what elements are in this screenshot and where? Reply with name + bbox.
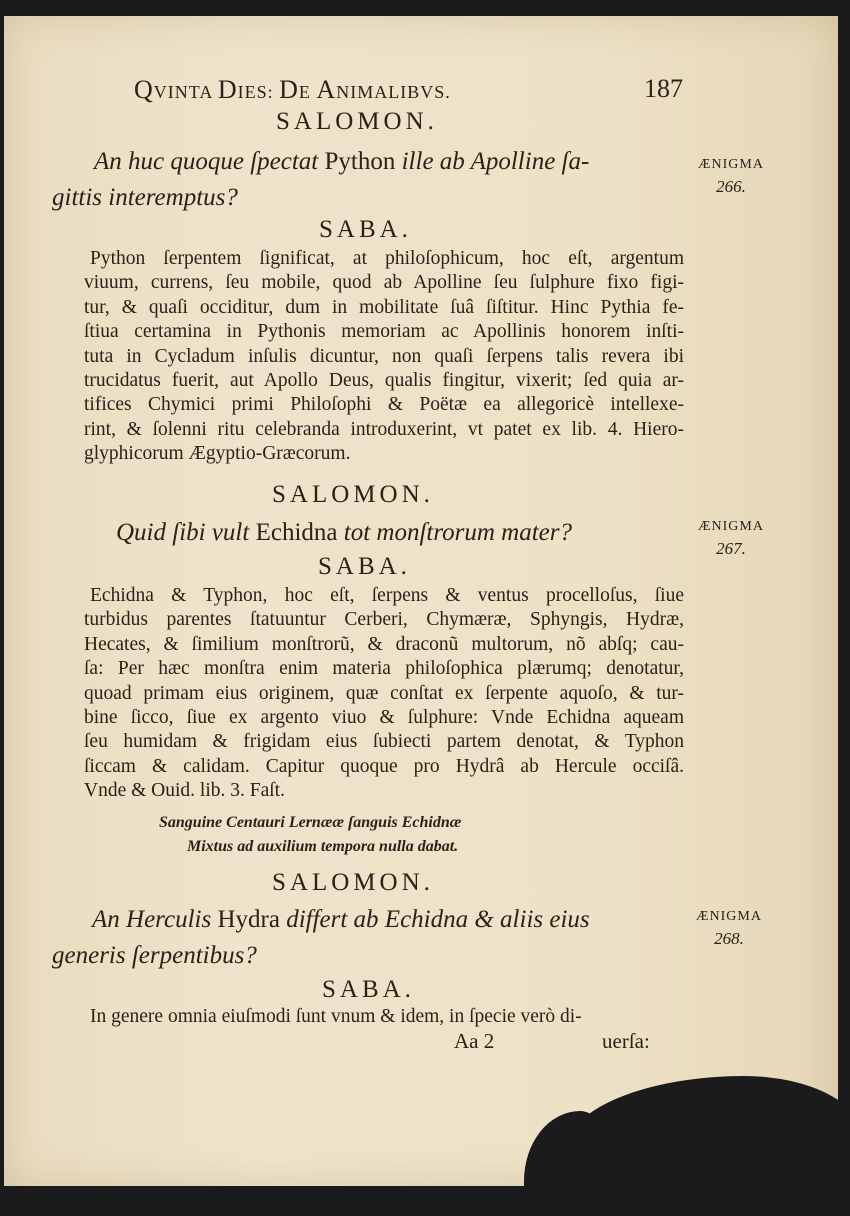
answer-line: ſiccam & calidam. Capitur quoque pro Hydrâ ab Hercule occiſâ. [84,755,684,777]
answer-line: tuta in Cycladum inſulis dicuntur, non quaſi ſerpens talis revera ibi [84,345,684,367]
signature-mark: Aa 2 [454,1029,495,1053]
speaker-saba: SABA. [318,553,411,580]
answer-line: turbidus parentes ſtatuuntur Cerberi, Chymæræ, Sphyngis, Hydræ, [84,609,684,631]
answer-line: ſtiua certamina in Pythonis memoriam ac Apollinis honorem inſti- [84,321,684,343]
verse-line: Mixtus ad auxilium tempora nulla dabat. [187,838,459,855]
question-line: An Herculis Hydra differt ab Echidna & aliis eius [92,906,590,933]
question-line: gittis interemptus? [52,184,238,211]
running-header: QVINTA DIES: DE ANIMALIBVS. [134,75,451,104]
page-damage [524,1111,604,1211]
page-damage [564,1076,850,1216]
margin-note-aenigma: ÆNIGMA 268. [696,909,762,948]
answer-line: Vnde & Ouid. lib. 3. Faſt. [84,780,285,802]
book-page [4,16,838,1186]
answer-line: bine ſicco, ſiue ex argento viuo & ſulphure: Vnde Echidna aqueam [84,707,684,728]
question-line: Quid ſibi vult Echidna tot monſtrorum mater? [116,519,572,546]
answer-line: glyphicorum Ægyptio-Græcorum. [84,443,351,465]
answer-line: Python ſerpentem ſignificat, at philoſophicum, hoc eſt, argentum [90,248,684,269]
answer-line: Echidna & Typhon, hoc eſt, ſerpens & ventus procelloſus, ſiue [90,585,684,606]
speaker-saba: SABA. [319,216,412,243]
speaker-salomon: SALOMON. [272,869,434,896]
answer-line: tur, & quaſi occiditur, dum in mobilitate ſuâ ſiſtitur. Hinc Pythia fe- [84,296,684,318]
answer-line: rint, & ſolenni ritu celebranda introduxerint, vt patet ex lib. 4. Hiero- [84,418,684,440]
speaker-salomon: SALOMON. [276,108,438,135]
answer-line: In genere omnia eiuſmodi ſunt vnum & idem, in ſpecie verò di- [90,1006,582,1027]
margin-note-aenigma: ÆNIGMA 267. [698,519,764,558]
page-number: 187 [644,74,683,103]
answer-line: quoad primam eius originem, quæ conſtat ex ſerpente aquoſo, & tur- [84,682,684,704]
question-line: An huc quoque ſpectat Python ille ab Apolline ſa- [94,148,590,175]
catchword: uerſa: [602,1029,650,1053]
margin-note-aenigma: ÆNIGMA 266. [698,157,764,196]
answer-line: ſa: Per hæc monſtra enim materia philoſophica plærumq; denotatur, [84,658,684,680]
answer-line: tifices Chymici primi Philoſophi & Poëtæ ea allegoricè intellexe- [84,394,684,416]
answer-line: Hecates, & ſimilium monſtrorũ, & draconũ multorum, nõ abſq; cau- [84,633,684,655]
answer-line: viuum, currens, ſeu mobile, quod ab Apolline ſeu ſulphure fixo figi- [84,272,684,294]
answer-line: trucidatus fuerit, aut Apollo Deus, qualis fingitur, vixerit; ſed quia ar- [84,370,684,391]
speaker-salomon: SALOMON. [272,481,434,508]
question-line: generis ſerpentibus? [52,942,257,969]
verse-line: Sanguine Centauri Lernææ ſanguis Echidnæ [159,814,462,831]
answer-line: ſeu humidam & frigidam eius ſubiecti partem denotat, & Typhon [84,731,684,753]
speaker-saba: SABA. [322,976,415,1003]
